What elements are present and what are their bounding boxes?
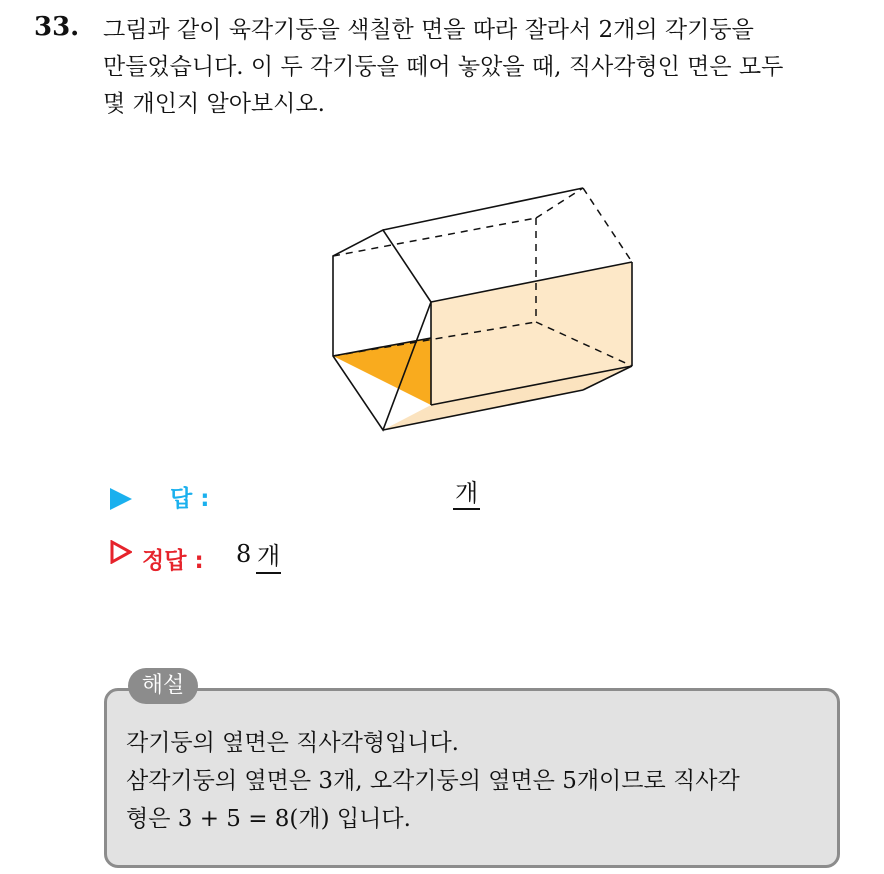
answer-unit: 개 <box>453 478 480 510</box>
question-line: 그림과 같이 육각기둥을 색칠한 면을 따라 잘라서 2개의 각기둥을 <box>103 17 754 43</box>
cut-face-light-front <box>431 262 632 405</box>
answer-marker <box>110 482 132 516</box>
question-text <box>103 12 863 123</box>
question-line: 몇 개인지 알아보시오. <box>103 91 325 117</box>
explanation-line: 각기둥의 옆면은 직사각형입니다. <box>126 730 459 756</box>
hexagonal-prism-figure <box>320 180 650 440</box>
explanation-tab: 해설 <box>128 668 198 704</box>
answer-label: 답 : <box>170 486 210 512</box>
solution-label: 정답 : <box>142 548 204 574</box>
question-number: 33. <box>34 12 80 42</box>
solution-value: 8 <box>236 540 252 568</box>
solution-unit: 개 <box>256 540 281 574</box>
play-triangle-icon <box>110 488 132 510</box>
explanation-text <box>126 724 836 838</box>
explanation-line: 삼각기둥의 옆면은 3개, 오각기둥의 옆면은 5개이므로 직사각 <box>126 768 740 794</box>
cut-face-dark <box>333 338 431 405</box>
solution-marker <box>110 540 132 564</box>
outline-triangle-icon <box>110 540 132 564</box>
explanation-line: 형은 3 + 5 = 8(개) 입니다. <box>126 806 411 832</box>
question-line: 만들었습니다. 이 두 각기둥을 떼어 놓았을 때, 직사각형인 면은 모두 <box>103 54 784 80</box>
